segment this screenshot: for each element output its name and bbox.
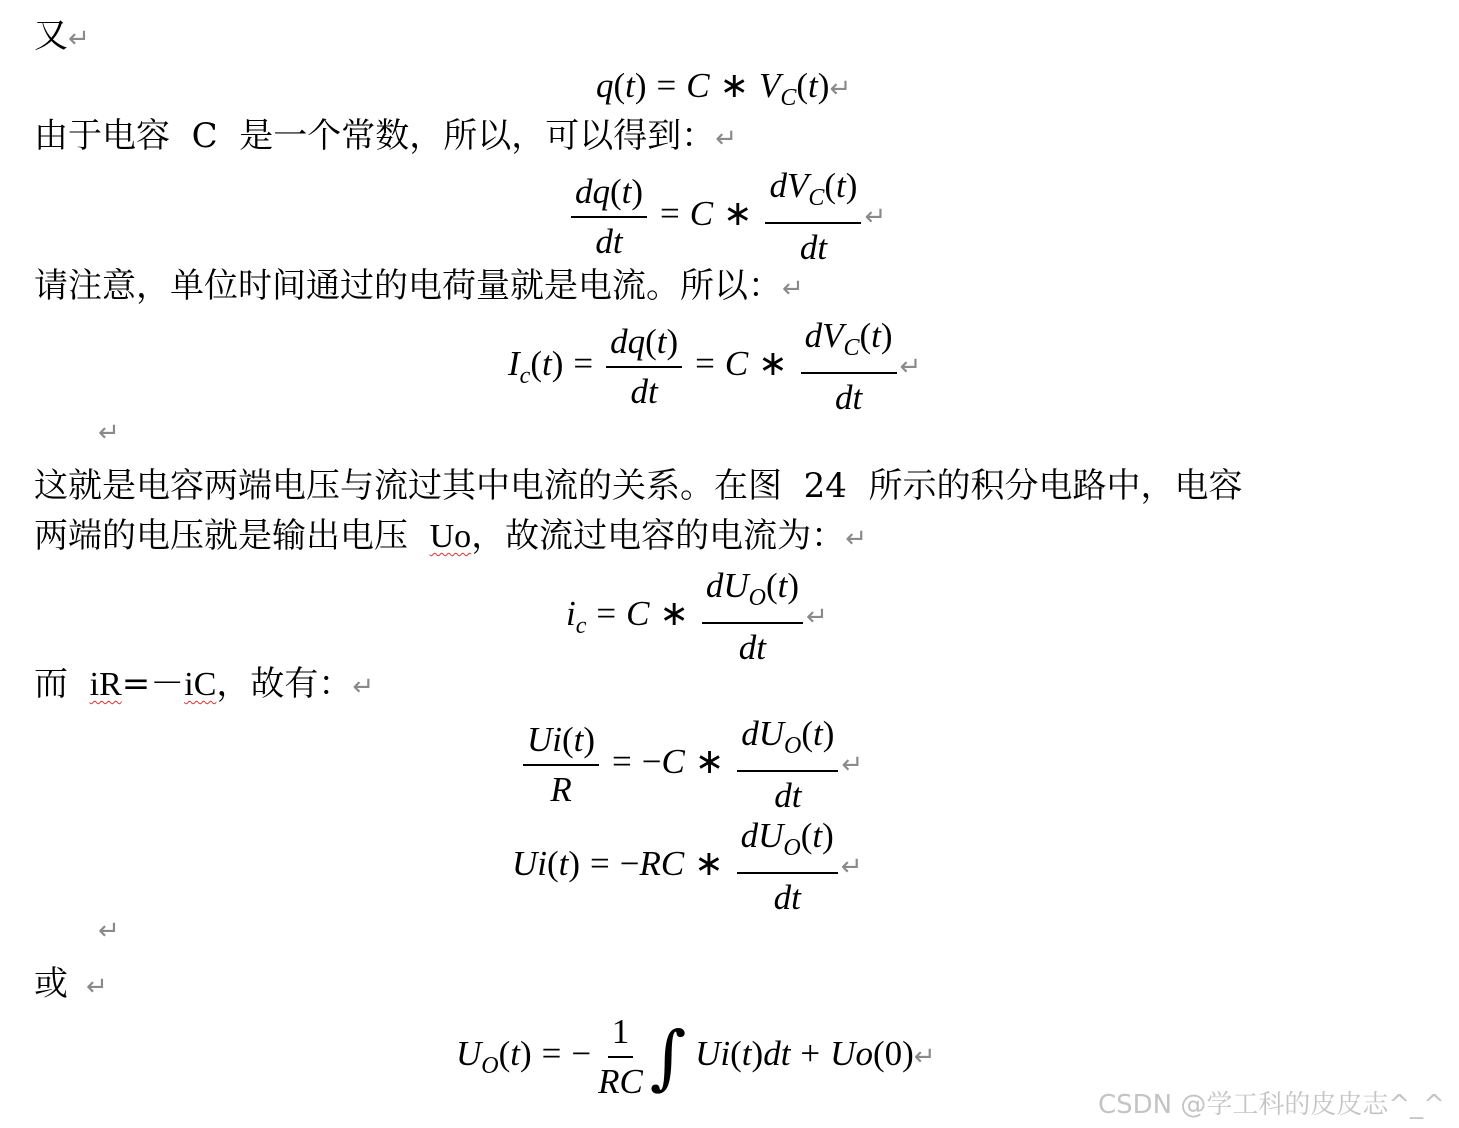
paragraph-mark: ↵	[913, 1042, 936, 1073]
paragraph-mark: ↵	[68, 24, 90, 54]
equation-charge: q(t) = C ∗ $V_C(t)↵$	[596, 66, 852, 111]
paragraph-mark: ↵	[782, 274, 804, 304]
equation-ui-rc: Ui(t) = −RC ∗ $\frac{dU_O(t)}{dt}$ ↵	[512, 814, 863, 920]
paragraph-mark: ↵	[899, 352, 922, 383]
paragraph-mark: ↵	[86, 972, 108, 1002]
fraction-duo-dt-2: $\frac{dU_O(t)}{dt}$	[737, 712, 838, 818]
paragraph-you: 又↵	[34, 16, 90, 56]
paragraph-huo: 或 ↵	[34, 964, 108, 1004]
equation-ui-over-r: $\frac{Ui(t)}{R}$ = −C ∗ $\frac{dU_O(t)}{dt}$ ↵	[520, 712, 863, 818]
paragraph-relation-line1: 这就是电容两端电压与流过其中电流的关系。在图 24 所示的积分电路中，电容	[34, 466, 1243, 506]
paragraph-mark: ↵	[829, 74, 852, 104]
fraction-duo-dt: $\frac{dU_O(t)}{dt}$	[702, 564, 803, 670]
paragraph-mark: ↵	[715, 124, 738, 154]
paragraph-note: 请注意，单位时间通过的电荷量就是电流。所以：↵	[34, 266, 804, 306]
spellcheck-ir: iR	[89, 666, 122, 703]
spellcheck-ic: iC	[184, 666, 217, 703]
fraction-duo-dt-3: $\frac{dU_O(t)}{dt}$	[737, 814, 838, 920]
empty-paragraph-mark: ↵	[98, 418, 120, 448]
fraction-dvc-dt: $\frac{dV_C(t)}{dt}$	[765, 164, 861, 270]
equation-capacitor-current: $i_c = C$ ∗ $\frac{dU_O(t)}{dt}$ ↵	[566, 564, 828, 670]
equation-derivative: $\frac{dq(t)}{dt}$ = C ∗ $\frac{dV_C(t)}{dt}$ ↵	[568, 164, 886, 270]
clipped-heading	[470, 0, 900, 2]
paragraph-mark: ↵	[845, 524, 867, 554]
paragraph-mark: ↵	[864, 202, 887, 233]
fraction-one-over-rc: $\frac{1}{RC}$	[598, 1012, 643, 1101]
integral-sign: ∫	[649, 1016, 687, 1098]
fraction-dvc-dt-2: $\frac{dV_C(t)}{dt}$	[801, 314, 897, 420]
fraction-dq-dt-2: $\frac{dq(t)}{dt}$	[606, 320, 682, 414]
empty-paragraph-mark-2: ↵	[98, 916, 120, 946]
paragraph-mark: ↵	[840, 852, 863, 883]
paragraph-constant: 由于电容 C 是一个常数，所以，可以得到：↵	[34, 116, 738, 156]
paragraph-mark: ↵	[806, 602, 828, 633]
fraction-ui-r: $\frac{Ui(t)}{R}$	[523, 718, 599, 812]
paragraph-relation-line2: 两端的电压就是输出电压 Uo，故流过电容的电流为：↵	[34, 516, 867, 556]
paragraph-ir-ic: 而 iR=－iC，故有：↵	[34, 664, 375, 704]
equation-current: $I_c(t)$ = $\frac{dq(t)}{dt}$ = C ∗ $\frac{dV_C(t)}{dt}$ ↵	[508, 314, 921, 420]
csdn-watermark: CSDN @学工科的皮皮志^_^	[1098, 1090, 1445, 1120]
paragraph-mark: ↵	[352, 672, 375, 702]
spellcheck-uo: Uo	[429, 518, 472, 555]
fraction-dq-dt: $\frac{dq(t)}{dt}$	[571, 170, 647, 264]
paragraph-mark: ↵	[841, 750, 864, 781]
equation-integral: $U_O(t)$ = − $\frac{1}{RC}$ ∫ Ui(t)dt + Uo(0)↵	[456, 1010, 936, 1104]
